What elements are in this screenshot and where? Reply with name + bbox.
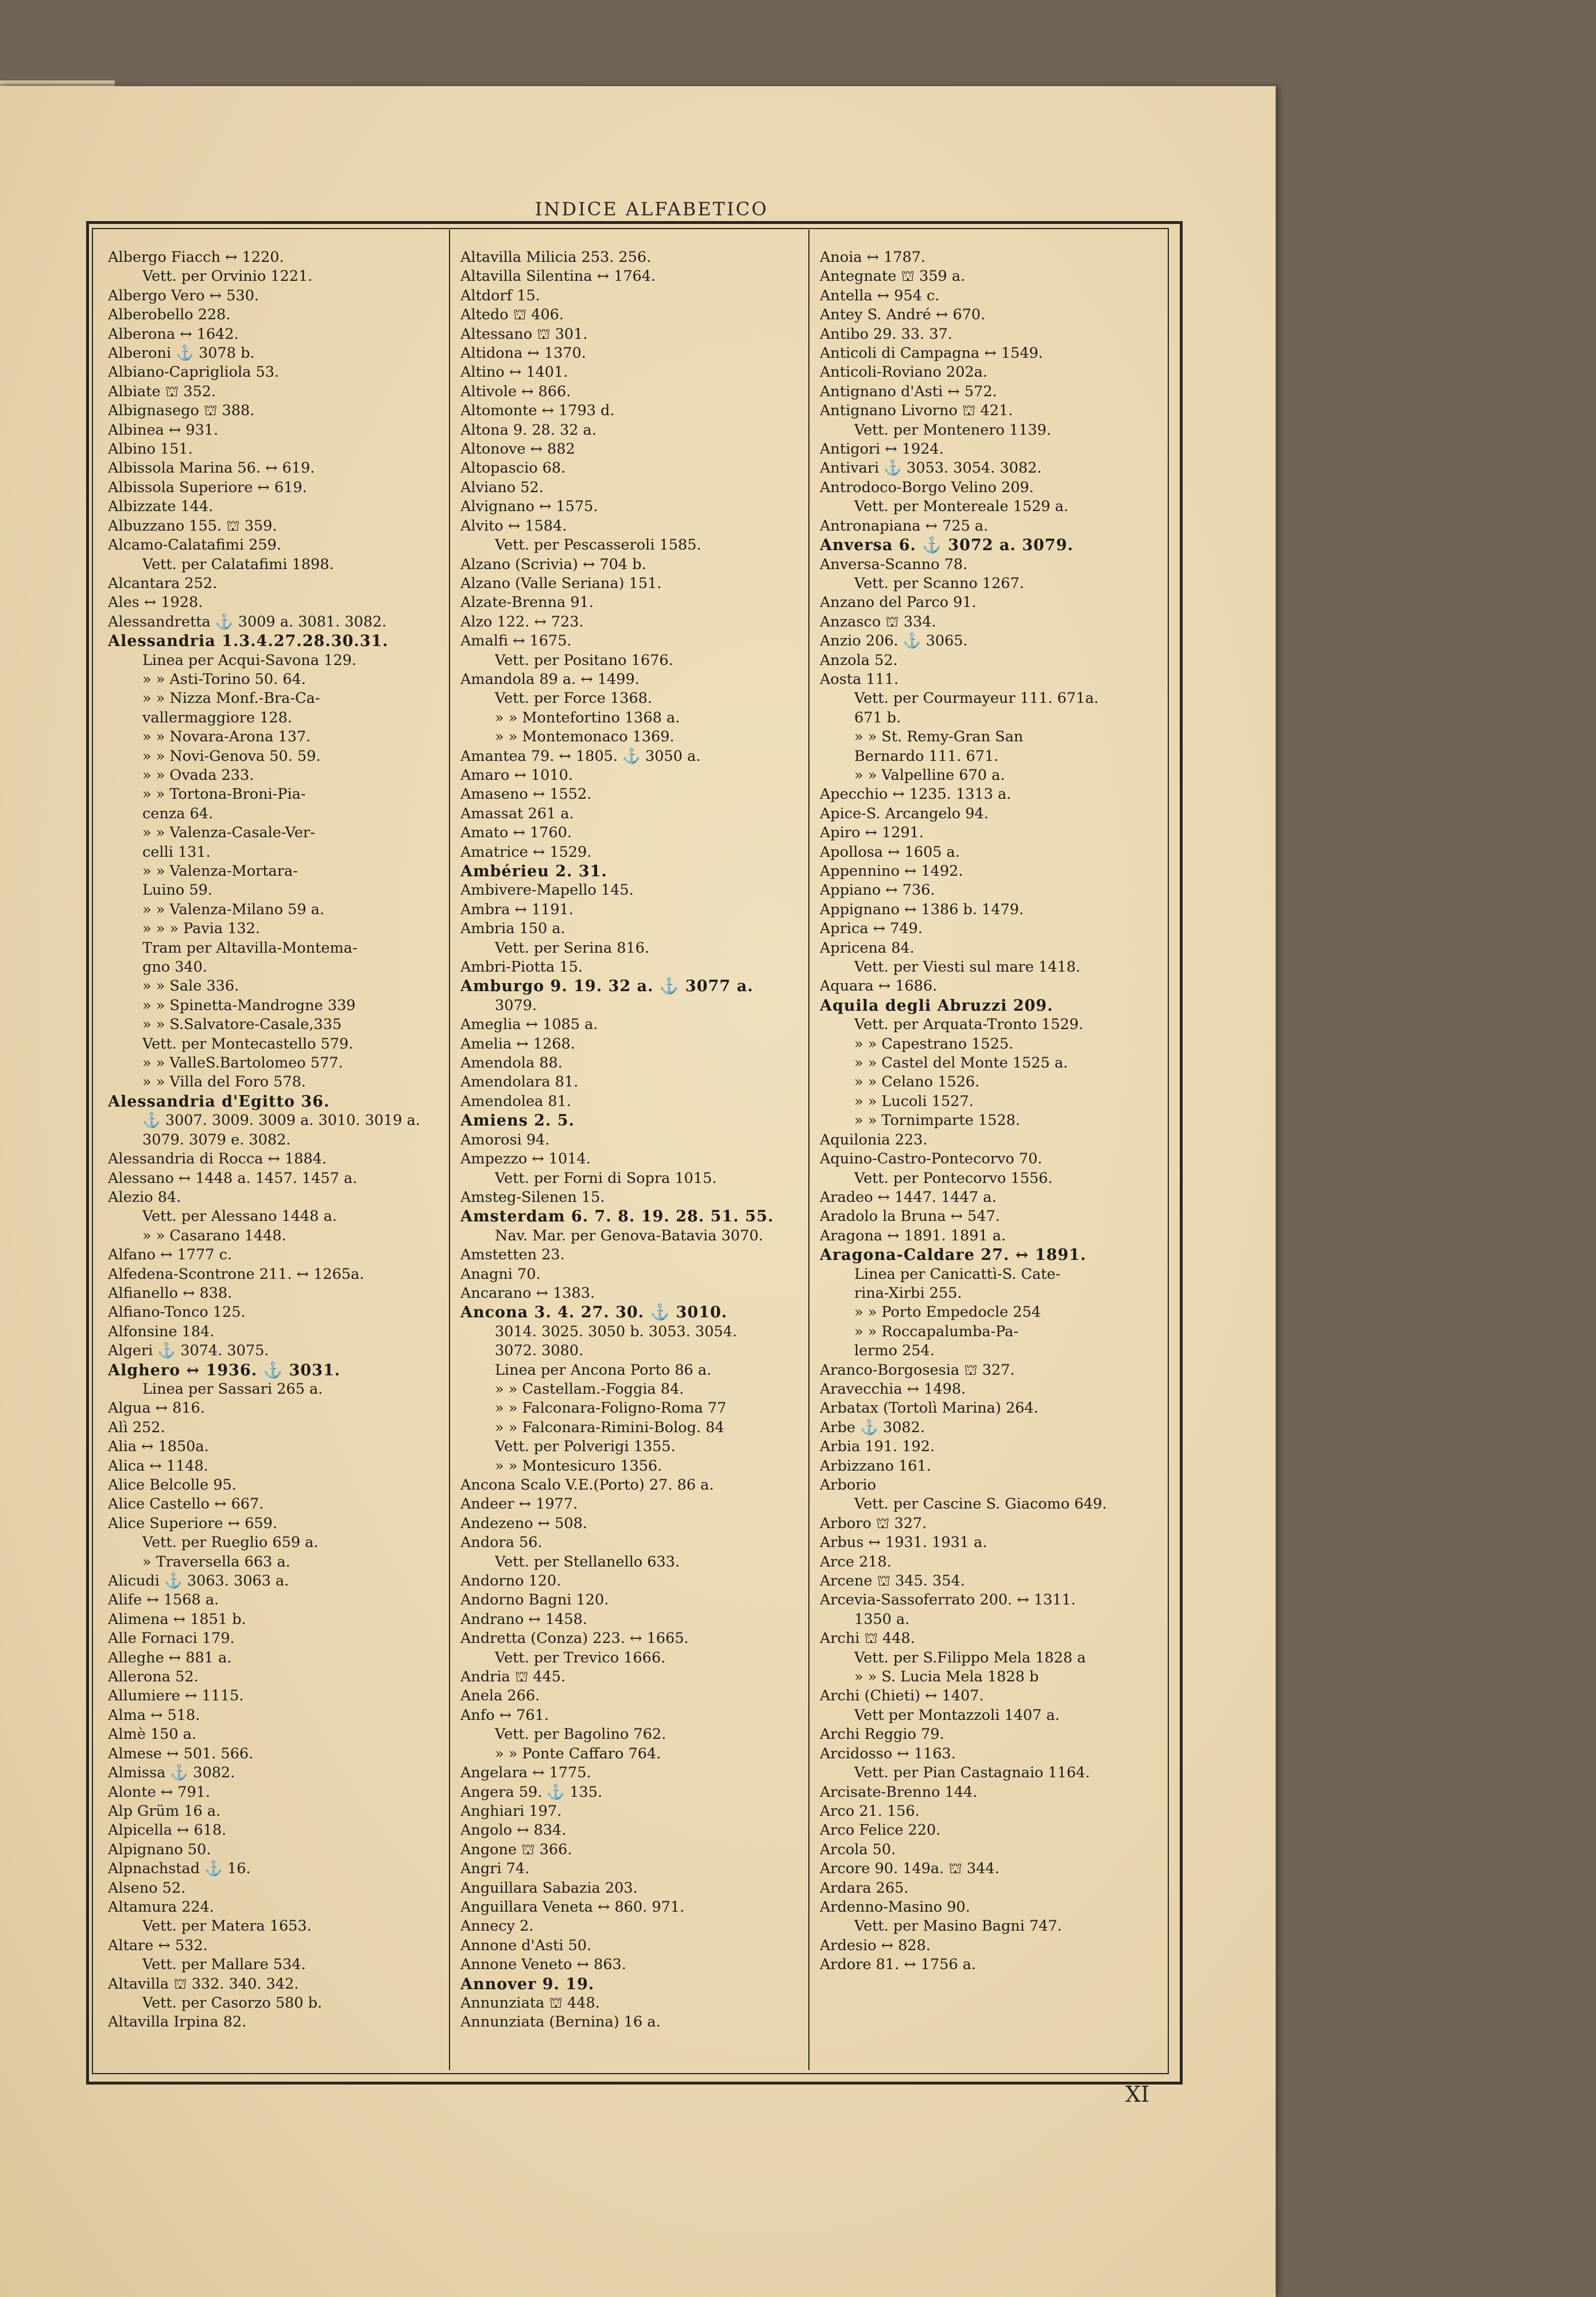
index-entry: Ardenno-Masino 90. bbox=[820, 1898, 970, 1916]
index-entry: Vett. per Forni di Sopra 1015. bbox=[495, 1169, 717, 1187]
index-entry: Arbus ↔ 1931. 1931 a. bbox=[820, 1534, 987, 1552]
index-entry: Algeri ⚓ 3074. 3075. bbox=[108, 1342, 269, 1360]
index-entry: Amsterdam 6. 7. 8. 19. 28. 51. 55. bbox=[460, 1208, 774, 1226]
index-entry: Altavilla Milicia 253. 256. bbox=[460, 249, 652, 266]
index-entry: Alfedena-Scontrone 211. ↔ 1265a. bbox=[108, 1265, 365, 1283]
index-entry: Vett. per Pian Castagnaio 1164. bbox=[854, 1764, 1090, 1782]
index-entry: Arcene ⛫ 345. 354. bbox=[820, 1572, 965, 1590]
index-entry: » » Capestrano 1525. bbox=[854, 1035, 1014, 1053]
index-entry: Amendolea 81. bbox=[460, 1092, 571, 1110]
index-entry: Ambra ↔ 1191. bbox=[460, 900, 574, 918]
index-entry: Anela 266. bbox=[460, 1687, 540, 1705]
index-entry: Vett. per Calatafimi 1898. bbox=[142, 555, 334, 573]
index-entry: Vett. per Alessano 1448 a. bbox=[142, 1208, 337, 1225]
index-entry: Archi ⛫ 448. bbox=[820, 1630, 915, 1648]
index-entry: Appennino ↔ 1492. bbox=[820, 863, 963, 880]
index-entry: Albiate ⛫ 352. bbox=[108, 382, 216, 400]
index-entry: Appiano ↔ 736. bbox=[820, 881, 935, 899]
index-column-1 bbox=[108, 248, 452, 2057]
index-entry: Aquino-Castro-Pontecorvo 70. bbox=[820, 1150, 1043, 1168]
index-column-3 bbox=[820, 248, 1164, 2057]
index-entry: Archi Reggio 79. bbox=[820, 1726, 944, 1743]
index-entry: » » Falconara-Rimini-Bolog. 84 bbox=[495, 1418, 725, 1436]
index-entry: » Traversella 663 a. bbox=[142, 1553, 290, 1571]
index-entry: » » Casarano 1448. bbox=[142, 1227, 286, 1244]
index-entry: Aradolo la Bruna ↔ 547. bbox=[820, 1208, 1000, 1225]
index-entry: Albino 151. bbox=[108, 440, 193, 458]
index-entry: Arcevia-Sassoferrato 200. ↔ 1311. bbox=[820, 1591, 1076, 1609]
index-entry: Alcamo-Calatafimi 259. bbox=[108, 536, 281, 554]
index-entry: Amalfi ↔ 1675. bbox=[460, 632, 572, 650]
index-entry: Apiro ↔ 1291. bbox=[820, 824, 924, 842]
index-entry: rina-Xirbi 255. bbox=[854, 1284, 962, 1302]
index-entry: Ambria 150 a. bbox=[460, 920, 565, 938]
index-entry: Vett. per Courmayeur 111. 671a. bbox=[854, 690, 1099, 707]
index-entry: Alvignano ↔ 1575. bbox=[460, 498, 598, 516]
index-entry: Annone d'Asti 50. bbox=[460, 1936, 592, 1954]
index-entry: Bernardo 111. 671. bbox=[854, 747, 999, 765]
running-head: INDICE ALFABETICO bbox=[534, 198, 769, 220]
index-entry: Vett. per Mallare 534. bbox=[142, 1956, 306, 1974]
index-entry: Andora 56. bbox=[460, 1534, 543, 1552]
index-entry: Alfiano-Tonco 125. bbox=[108, 1304, 246, 1321]
index-entry: Ambri-Piotta 15. bbox=[460, 958, 583, 976]
index-entry: Vett. per Casorzo 580 b. bbox=[142, 1994, 323, 2012]
index-entry: Ampezzo ↔ 1014. bbox=[460, 1150, 591, 1168]
index-entry: Linea per Canicattì-S. Cate- bbox=[854, 1265, 1061, 1283]
index-entry: Luino 59. bbox=[142, 881, 212, 899]
index-entry: » » Nizza Monf.-Bra-Ca- bbox=[142, 690, 320, 707]
index-entry: Altino ↔ 1401. bbox=[460, 364, 568, 381]
index-entry: Arcore 90. 149a. ⛫ 344. bbox=[820, 1860, 1000, 1878]
index-entry: Aquara ↔ 1686. bbox=[820, 977, 938, 995]
index-entry: Vett. per Cascine S. Giacomo 649. bbox=[854, 1495, 1107, 1513]
index-entry: Anghiari 197. bbox=[460, 1802, 562, 1820]
index-entry: vallermaggiore 128. bbox=[142, 709, 292, 726]
index-entry: Vett. per Orvinio 1221. bbox=[142, 268, 313, 285]
index-entry: Altavilla Irpina 82. bbox=[108, 2013, 247, 2031]
index-entry: Antey S. André ↔ 670. bbox=[820, 306, 986, 324]
index-entry: Anversa-Scanno 78. bbox=[820, 555, 968, 573]
index-entry: Alì 252. bbox=[108, 1418, 165, 1436]
index-entry: Angelara ↔ 1775. bbox=[460, 1764, 591, 1782]
index-entry: Vett. per Arquata-Tronto 1529. bbox=[854, 1016, 1083, 1034]
index-entry: » » Novara-Arona 137. bbox=[142, 728, 311, 746]
index-entry: Alimena ↔ 1851 b. bbox=[108, 1610, 246, 1628]
index-entry: Annecy 2. bbox=[460, 1917, 534, 1935]
index-entry: Amburgo 9. 19. 32 a. ⚓ 3077 a. bbox=[460, 977, 754, 996]
index-entry: Vett. per Viesti sul mare 1418. bbox=[854, 958, 1080, 976]
index-entry: Angone ⛫ 366. bbox=[460, 1840, 572, 1858]
index-entry: 3079. 3079 e. 3082. bbox=[142, 1131, 291, 1148]
index-entry: Amaseno ↔ 1552. bbox=[460, 786, 592, 803]
index-entry: Vett. per Matera 1653. bbox=[142, 1917, 312, 1935]
index-entry: Anguillara Sabazia 203. bbox=[460, 1879, 638, 1897]
index-entry: Alleghe ↔ 881 a. bbox=[108, 1649, 232, 1666]
index-entry: 3072. 3080. bbox=[495, 1342, 584, 1360]
index-entry: Arcidosso ↔ 1163. bbox=[820, 1745, 956, 1762]
index-entry: Alvito ↔ 1584. bbox=[460, 517, 567, 535]
index-entry: Amstetten 23. bbox=[460, 1246, 565, 1264]
index-entry: » » Tortona-Broni-Pia- bbox=[142, 786, 306, 803]
index-entry: Albiano-Caprigliola 53. bbox=[108, 364, 280, 381]
index-entry: Alife ↔ 1568 a. bbox=[108, 1591, 219, 1609]
index-entry: Anzasco ⛫ 334. bbox=[820, 613, 936, 631]
index-entry: Alice Belcolle 95. bbox=[108, 1476, 237, 1494]
index-entry: Ancona 3. 4. 27. 30. ⚓ 3010. bbox=[460, 1304, 728, 1322]
index-entry: Algua ↔ 816. bbox=[108, 1399, 205, 1417]
index-entry: » » Ovada 233. bbox=[142, 766, 254, 784]
index-entry: Vett. per Bagolino 762. bbox=[495, 1726, 667, 1743]
index-entry: » » Castel del Monte 1525 a. bbox=[854, 1054, 1068, 1072]
index-entry: Aquila degli Abruzzi 209. bbox=[820, 996, 1053, 1015]
index-entry: Altamura 224. bbox=[108, 1898, 214, 1916]
index-entry: Andria ⛫ 445. bbox=[460, 1668, 566, 1686]
index-entry: Vett. per Rueglio 659 a. bbox=[142, 1534, 319, 1552]
index-entry: Alessandretta ⚓ 3009 a. 3081. 3082. bbox=[108, 613, 387, 631]
index-entry: Andezeno ↔ 508. bbox=[460, 1514, 587, 1532]
index-entry: Alpicella ↔ 618. bbox=[108, 1822, 227, 1839]
index-entry: Amantea 79. ↔ 1805. ⚓ 3050 a. bbox=[460, 747, 701, 765]
index-entry: Angera 59. ⚓ 135. bbox=[460, 1783, 603, 1801]
index-entry: Antignano Livorno ⛫ 421. bbox=[820, 402, 1013, 420]
index-entry: cenza 64. bbox=[142, 805, 214, 822]
index-entry: Vett. per Force 1368. bbox=[495, 690, 652, 707]
index-entry: Arbia 191. 192. bbox=[820, 1438, 935, 1456]
index-entry: Allumiere ↔ 1115. bbox=[108, 1687, 244, 1705]
index-entry: Alessandria d'Egitto 36. bbox=[108, 1092, 330, 1111]
index-entry: Alp Grüm 16 a. bbox=[108, 1802, 221, 1820]
index-entry: Albergo Vero ↔ 530. bbox=[108, 287, 259, 304]
index-entry: Antrodoco-Borgo Velino 209. bbox=[820, 478, 1034, 496]
index-entry: Amiens 2. 5. bbox=[460, 1112, 575, 1130]
page-number: XI bbox=[1125, 2082, 1150, 2107]
index-entry: Arco 21. 156. bbox=[820, 1802, 920, 1820]
index-entry: Ambivere-Mapello 145. bbox=[460, 881, 634, 899]
index-entry: Vett per Montazzoli 1407 a. bbox=[854, 1706, 1060, 1724]
index-entry: » » ValleS.Bartolomeo 577. bbox=[142, 1054, 343, 1072]
index-entry: gno 340. bbox=[142, 958, 207, 976]
index-entry: Anagni 70. bbox=[460, 1265, 541, 1283]
index-entry: Anversa 6. ⚓ 3072 a. 3079. bbox=[820, 536, 1074, 555]
index-entry: Vett. per Scanno 1267. bbox=[854, 574, 1024, 592]
index-entry: Andretta (Conza) 223. ↔ 1665. bbox=[460, 1630, 689, 1648]
index-entry: Antivari ⚓ 3053. 3054. 3082. bbox=[820, 459, 1042, 477]
index-entry: Angolo ↔ 834. bbox=[460, 1822, 567, 1839]
index-entry: Altidona ↔ 1370. bbox=[460, 345, 586, 362]
index-entry: » » Montefortino 1368 a. bbox=[495, 709, 680, 726]
index-entry: Aragona ↔ 1891. 1891 a. bbox=[820, 1227, 1006, 1244]
index-entry: Amaro ↔ 1010. bbox=[460, 766, 573, 784]
index-entry: Amendola 88. bbox=[460, 1054, 563, 1072]
index-entry: Ardesio ↔ 828. bbox=[820, 1936, 931, 1954]
index-entry: Angri 74. bbox=[460, 1860, 530, 1878]
index-entry: Altomonte ↔ 1793 d. bbox=[460, 402, 615, 420]
index-entry: Linea per Ancona Porto 86 a. bbox=[495, 1361, 712, 1379]
index-entry: Anzio 206. ⚓ 3065. bbox=[820, 632, 968, 650]
index-entry: Vett. per Montenero 1139. bbox=[854, 421, 1051, 439]
index-entry: Andrano ↔ 1458. bbox=[460, 1610, 587, 1628]
index-entry: Vett. per S.Filippo Mela 1828 a bbox=[854, 1649, 1086, 1666]
index-entry: » » Montesicuro 1356. bbox=[495, 1457, 663, 1475]
index-entry: Alice Castello ↔ 667. bbox=[108, 1495, 264, 1513]
index-entry: 1350 a. bbox=[854, 1610, 910, 1628]
index-entry: Vett. per Stellanello 633. bbox=[495, 1553, 680, 1571]
index-entry: » » Tornimparte 1528. bbox=[854, 1112, 1020, 1130]
index-entry: » » » Pavia 132. bbox=[142, 920, 260, 938]
index-entry: » » St. Remy-Gran San bbox=[854, 728, 1024, 746]
index-entry: Tram per Altavilla-Montema- bbox=[142, 939, 358, 957]
index-entry: Albissola Marina 56. ↔ 619. bbox=[108, 459, 315, 477]
index-entry: Alessandria 1.3.4.27.28.30.31. bbox=[108, 632, 389, 651]
index-entry: Arco Felice 220. bbox=[820, 1822, 941, 1839]
index-entry: Anoia ↔ 1787. bbox=[820, 249, 926, 266]
index-entry: Albignasego ⛫ 388. bbox=[108, 402, 255, 420]
index-entry: Vett. per Masino Bagni 747. bbox=[854, 1917, 1062, 1935]
index-entry: » » Porto Empedocle 254 bbox=[854, 1304, 1041, 1321]
index-entry: Andorno Bagni 120. bbox=[460, 1591, 609, 1609]
index-entry: Ales ↔ 1928. bbox=[108, 594, 203, 612]
index-entry: Altivole ↔ 866. bbox=[460, 382, 571, 400]
index-entry: Anzano del Parco 91. bbox=[820, 594, 977, 612]
index-entry: Altdorf 15. bbox=[460, 287, 540, 304]
index-entry: Andorno 120. bbox=[460, 1572, 561, 1590]
index-entry: » » Valenza-Casale-Ver- bbox=[142, 824, 315, 842]
index-entry: Vett. per Polverigi 1355. bbox=[495, 1438, 676, 1456]
index-entry: » » Roccapalumba-Pa- bbox=[854, 1322, 1018, 1340]
index-entry: Amato ↔ 1760. bbox=[460, 824, 572, 842]
index-entry: Amandola 89 a. ↔ 1499. bbox=[460, 670, 640, 688]
index-entry: Altavilla Silentina ↔ 1764. bbox=[460, 268, 656, 285]
index-entry: Aravecchia ↔ 1498. bbox=[820, 1380, 966, 1398]
index-entry: Aranco-Borgosesia ⛫ 327. bbox=[820, 1361, 1015, 1379]
index-entry: Anfo ↔ 761. bbox=[460, 1706, 549, 1724]
index-entry: Alseno 52. bbox=[108, 1879, 186, 1897]
index-entry: » » Valenza-Mortara- bbox=[142, 863, 298, 880]
index-entry: Arborio bbox=[820, 1476, 876, 1494]
index-entry: Antronapiana ↔ 725 a. bbox=[820, 517, 989, 535]
index-entry: Aosta 111. bbox=[820, 670, 899, 688]
index-entry: Anzola 52. bbox=[820, 651, 898, 669]
index-entry: Almese ↔ 501. 566. bbox=[108, 1745, 254, 1762]
index-entry: Ardara 265. bbox=[820, 1879, 909, 1897]
index-entry: Altavilla ⛫ 332. 340. 342. bbox=[108, 1975, 299, 1993]
index-entry: Arce 218. bbox=[820, 1553, 892, 1571]
index-entry: Altonove ↔ 882 bbox=[460, 440, 575, 458]
index-entry: Arcola 50. bbox=[820, 1840, 896, 1858]
index-entry: Alle Fornaci 179. bbox=[108, 1630, 235, 1648]
index-entry: » » Villa del Foro 578. bbox=[142, 1073, 306, 1091]
index-entry: Alberoni ⚓ 3078 b. bbox=[108, 345, 255, 362]
index-entry: Arbatax (Tortolì Marina) 264. bbox=[820, 1399, 1039, 1417]
index-entry: Alcantara 252. bbox=[108, 574, 218, 592]
index-entry: Albinea ↔ 931. bbox=[108, 421, 219, 439]
index-entry: Antignano d'Asti ↔ 572. bbox=[820, 382, 997, 400]
index-entry: Antigori ↔ 1924. bbox=[820, 440, 944, 458]
index-entry: Aprica ↔ 749. bbox=[820, 920, 923, 938]
index-entry: Ameglia ↔ 1085 a. bbox=[460, 1016, 598, 1034]
index-entry: Vett. per Pontecorvo 1556. bbox=[854, 1169, 1053, 1187]
index-entry: Alberona ↔ 1642. bbox=[108, 325, 239, 343]
index-entry: Vett. per Trevico 1666. bbox=[495, 1649, 666, 1666]
index-entry: lermo 254. bbox=[854, 1342, 935, 1360]
index-column-2 bbox=[460, 248, 805, 2057]
index-entry: Albuzzano 155. ⛫ 359. bbox=[108, 517, 277, 535]
index-entry: Alia ↔ 1850a. bbox=[108, 1438, 209, 1456]
index-entry: Archi (Chieti) ↔ 1407. bbox=[820, 1687, 984, 1705]
index-entry: Arbizzano 161. bbox=[820, 1457, 931, 1475]
index-entry: Alezio 84. bbox=[108, 1188, 181, 1206]
index-entry: Altare ↔ 532. bbox=[108, 1936, 208, 1954]
index-entry: Vett. per Pescasseroli 1585. bbox=[495, 536, 702, 554]
index-entry: Vett. per Serina 816. bbox=[495, 939, 649, 957]
index-entry: » » Montemonaco 1369. bbox=[495, 728, 675, 746]
index-entry: Alviano 52. bbox=[460, 478, 544, 496]
index-entry: Aradeo ↔ 1447. 1447 a. bbox=[820, 1188, 997, 1206]
index-entry: Aragona-Caldare 27. ↔ 1891. bbox=[820, 1246, 1087, 1264]
index-entry: » » Lucoli 1527. bbox=[854, 1092, 974, 1110]
index-entry: Nav. Mar. per Genova-Batavia 3070. bbox=[495, 1227, 764, 1244]
index-entry: Alghero ↔ 1936. ⚓ 3031. bbox=[108, 1361, 341, 1379]
index-entry: Arbe ⚓ 3082. bbox=[820, 1418, 925, 1436]
index-entry: Annover 9. 19. bbox=[460, 1975, 595, 1993]
index-entry: celli 131. bbox=[142, 843, 211, 861]
index-entry: » » Asti-Torino 50. 64. bbox=[142, 670, 306, 688]
index-entry: » » Novi-Genova 50. 59. bbox=[142, 747, 321, 765]
index-entry: Apricena 84. bbox=[820, 939, 915, 957]
index-entry: » » Spinetta-Mandrogne 339 bbox=[142, 996, 356, 1014]
index-entry: Amassat 261 a. bbox=[460, 805, 574, 822]
index-entry: 3079. bbox=[495, 996, 537, 1014]
index-entry: ⚓ 3007. 3009. 3009 a. 3010. 3019 a. bbox=[142, 1112, 420, 1130]
index-entry: Alzano (Scrivia) ↔ 704 b. bbox=[460, 555, 646, 573]
index-entry: Amorosi 94. bbox=[460, 1131, 550, 1148]
index-entry: Altessano ⛫ 301. bbox=[460, 325, 588, 343]
index-entry: Vett. per Positano 1676. bbox=[495, 651, 673, 669]
index-entry: Apecchio ↔ 1235. 1313 a. bbox=[820, 786, 1012, 803]
index-entry: Alzo 122. ↔ 723. bbox=[460, 613, 584, 631]
index-entry: » » Celano 1526. bbox=[854, 1073, 980, 1091]
index-entry: Amatrice ↔ 1529. bbox=[460, 843, 592, 861]
index-entry: » » Valpelline 670 a. bbox=[854, 766, 1005, 784]
index-entry: Alpignano 50. bbox=[108, 1840, 211, 1858]
index-entry: Alonte ↔ 791. bbox=[108, 1783, 211, 1801]
index-entry: 671 b. bbox=[854, 709, 901, 726]
index-entry: Alice Superiore ↔ 659. bbox=[108, 1514, 277, 1532]
index-entry: Altona 9. 28. 32 a. bbox=[460, 421, 596, 439]
index-entry: Alessandria di Rocca ↔ 1884. bbox=[108, 1150, 327, 1168]
index-entry: Alzano (Valle Seriana) 151. bbox=[460, 574, 662, 592]
index-entry: Anticoli-Roviano 202a. bbox=[820, 364, 987, 381]
index-entry: Almissa ⚓ 3082. bbox=[108, 1764, 235, 1782]
column-rule-2 bbox=[808, 230, 809, 2070]
index-entry: Ambérieu 2. 31. bbox=[460, 863, 607, 880]
index-entry: Apice-S. Arcangelo 94. bbox=[820, 805, 989, 822]
index-entry: Linea per Acqui-Savona 129. bbox=[142, 651, 357, 669]
index-entry: Alzate-Brenna 91. bbox=[460, 594, 594, 612]
index-entry: Antella ↔ 954 c. bbox=[820, 287, 940, 304]
index-entry: » » Falconara-Foligno-Roma 77 bbox=[495, 1399, 727, 1417]
index-entry: Albergo Fiacch ↔ 1220. bbox=[108, 249, 284, 266]
index-entry: » » Castellam.-Foggia 84. bbox=[495, 1380, 684, 1398]
index-entry: Alfonsine 184. bbox=[108, 1322, 215, 1340]
index-entry: Andeer ↔ 1977. bbox=[460, 1495, 578, 1513]
index-entry: Antegnate ⛫ 359 a. bbox=[820, 268, 966, 285]
index-entry: 3014. 3025. 3050 b. 3053. 3054. bbox=[495, 1322, 737, 1340]
index-entry: Anticoli di Campagna ↔ 1549. bbox=[820, 345, 1043, 362]
index-entry: Alfano ↔ 1777 c. bbox=[108, 1246, 232, 1264]
index-entry: Appignano ↔ 1386 b. 1479. bbox=[820, 900, 1024, 918]
index-entry: » » Valenza-Milano 59 a. bbox=[142, 900, 324, 918]
index-entry: Alicudi ⚓ 3063. 3063 a. bbox=[108, 1572, 289, 1590]
index-entry: Amsteg-Silenen 15. bbox=[460, 1188, 605, 1206]
index-entry: Alpnachstad ⚓ 16. bbox=[108, 1860, 251, 1878]
index-entry: Antibo 29. 33. 37. bbox=[820, 325, 952, 343]
index-entry: Linea per Sassari 265 a. bbox=[142, 1380, 323, 1398]
index-entry: Ancarano ↔ 1383. bbox=[460, 1284, 595, 1302]
index-entry: Alica ↔ 1148. bbox=[108, 1457, 208, 1475]
index-entry: Albissola Superiore ↔ 619. bbox=[108, 478, 307, 496]
index-entry: » » Sale 336. bbox=[142, 977, 239, 995]
index-entry: Ancona Scalo V.E.(Porto) 27. 86 a. bbox=[460, 1476, 714, 1494]
index-entry: Annunziata ⛫ 448. bbox=[460, 1994, 600, 2012]
index-entry: » » S. Lucia Mela 1828 b bbox=[854, 1668, 1039, 1686]
index-entry: Amendolara 81. bbox=[460, 1073, 579, 1091]
index-entry: » » S.Salvatore-Casale,335 bbox=[142, 1016, 342, 1034]
index-entry: Annone Veneto ↔ 863. bbox=[460, 1956, 626, 1974]
index-entry: Amelia ↔ 1268. bbox=[460, 1035, 575, 1053]
index-entry: Albizzate 144. bbox=[108, 498, 214, 516]
index-entry: Alfianello ↔ 838. bbox=[108, 1284, 233, 1302]
index-entry: Vett. per Montereale 1529 a. bbox=[854, 498, 1068, 516]
index-entry: Arboro ⛫ 327. bbox=[820, 1514, 927, 1532]
index-entry: Anguillara Veneta ↔ 860. 971. bbox=[460, 1898, 685, 1916]
index-entry: Almè 150 a. bbox=[108, 1726, 197, 1743]
index-entry: Apollosa ↔ 1605 a. bbox=[820, 843, 960, 861]
index-entry: Ardore 81. ↔ 1756 a. bbox=[820, 1956, 977, 1974]
index-entry: Arcisate-Brenno 144. bbox=[820, 1783, 978, 1801]
index-entry: Alessano ↔ 1448 a. 1457. 1457 a. bbox=[108, 1169, 358, 1187]
index-entry: Alberobello 228. bbox=[108, 306, 231, 324]
index-entry: Aquilonia 223. bbox=[820, 1131, 928, 1148]
index-entry: Altopascio 68. bbox=[460, 459, 566, 477]
index-entry: Vett. per Montecastello 579. bbox=[142, 1035, 354, 1053]
index-entry: Allerona 52. bbox=[108, 1668, 199, 1686]
index-entry: » » Ponte Caffaro 764. bbox=[495, 1745, 661, 1762]
index-entry: Annunziata (Bernina) 16 a. bbox=[460, 2013, 661, 2031]
index-entry: Altedo ⛫ 406. bbox=[460, 306, 564, 324]
index-entry: Alma ↔ 518. bbox=[108, 1706, 200, 1724]
